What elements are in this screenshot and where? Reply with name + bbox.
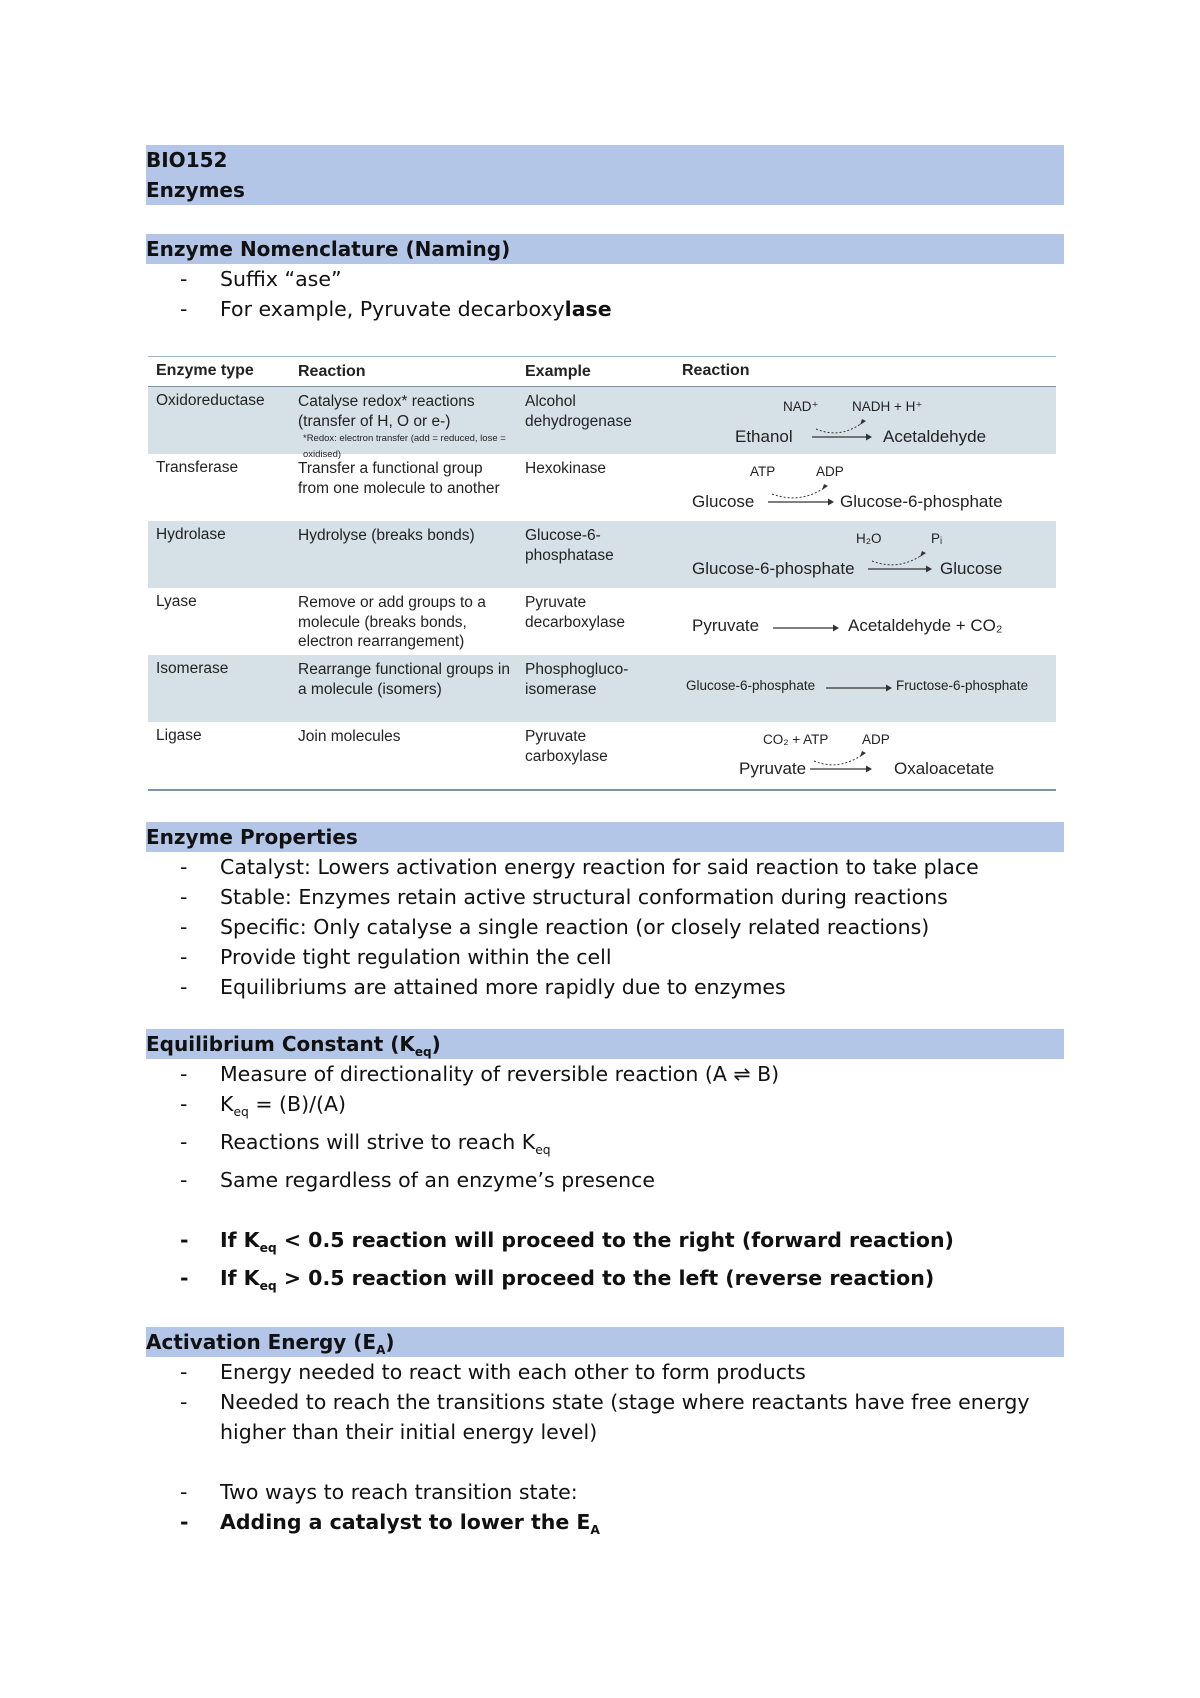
cofactor-in: ATP — [750, 464, 776, 479]
cofactor-in: H₂O — [856, 531, 882, 546]
ea-transition-state: Needed to reach the transitions state (stage where reactants have free energy higher than their initial energy level) — [220, 1390, 1030, 1444]
heading-text: Equilibrium Constant (K — [146, 1032, 415, 1056]
cofactor-out: Pᵢ — [931, 531, 943, 546]
column-header: Enzyme type — [156, 362, 254, 379]
activation-list — [180, 1357, 1070, 1545]
product: Acetaldehyde + CO₂ — [848, 616, 1003, 635]
document-title: Enzymes — [146, 178, 245, 202]
list-item: - Energy needed to react with each other to form products — [180, 1360, 806, 1384]
substrate: Pyruvate — [739, 759, 807, 778]
enzyme-type: Oxidoreductase — [156, 392, 265, 409]
keq-reverse-rule: > 0.5 reaction will proceed to the left (reverse reaction) — [276, 1266, 935, 1291]
substrate: Pyruvate — [692, 616, 760, 635]
example-enzyme: Hexokinase — [525, 460, 606, 477]
nomenclature-list — [180, 264, 1070, 324]
nomenclature-heading: Enzyme Nomenclature (Naming) — [146, 234, 1064, 264]
list-spacer — [180, 1447, 1070, 1477]
reaction-desc: Hydrolyse (breaks bonds) — [298, 527, 475, 544]
list-item: - For example, Pyruvate decarboxylase — [180, 297, 612, 321]
property-specific: Specific: Only catalyse a single reaction (or closely related reactions) — [220, 915, 930, 939]
example-text: For example, Pyruvate decarboxy — [220, 297, 565, 321]
list-item: - If $K_{eq} > 0.5$ reaction will proceed to the left (reverse reaction) — [180, 1266, 935, 1294]
reaction-arrow — [866, 549, 932, 575]
title-bar — [146, 145, 1064, 205]
example-suffix: lase — [564, 297, 612, 321]
enzyme-type: Hydrolase — [156, 526, 226, 543]
properties-heading: Enzyme Properties — [146, 822, 1064, 852]
ea-two-ways: Two ways to reach transition state: — [220, 1480, 578, 1504]
property-catalyst: Catalyst: Lowers activation energy reaction for said reaction to take place — [220, 855, 979, 879]
reaction-arrow — [824, 683, 892, 693]
list-item: - Two ways to reach transition state: — [180, 1480, 578, 1504]
reaction-desc: Catalyse redox* reactions (transfer of H, O or e-) — [298, 393, 475, 430]
list-item: - Stable: Enzymes retain active structural conformation during reactions — [180, 885, 948, 909]
product: Oxaloacetate — [894, 759, 995, 778]
redox-footnote: *Redox: electron transfer (add = reduced, lose = oxidised) — [303, 433, 506, 460]
properties-list — [180, 852, 1070, 1002]
list-item: - Equilibriums are attained more rapidly due to enzymes — [180, 975, 786, 999]
heading-sub: eq — [414, 1045, 432, 1059]
product: Glucose — [940, 559, 1003, 578]
ea-catalyst: Adding a catalyst to lower the E — [220, 1510, 591, 1534]
reaction-desc: Remove or add groups to a molecule (breaks bonds, electron rearrangement) — [298, 594, 486, 650]
table-header — [148, 357, 1056, 387]
table-row — [148, 588, 1056, 655]
substrate: Glucose-6-phosphate — [692, 559, 855, 578]
keq-sub: eq — [259, 1279, 277, 1294]
reaction-arrow — [810, 417, 872, 443]
enzyme-type: Lyase — [156, 593, 197, 610]
enzyme-type: Isomerase — [156, 660, 229, 677]
reaction-arrow — [808, 749, 872, 775]
example-enzyme: Pyruvate carboxylase — [525, 728, 608, 765]
keq-if: If K — [220, 1228, 260, 1253]
cofactor-out: ADP — [862, 732, 890, 747]
cofactor-in: NAD⁺ — [783, 399, 819, 414]
product: Acetaldehyde — [883, 427, 987, 446]
list-item: - $K_{eq} = (B)/(A)$ — [180, 1092, 347, 1120]
list-item: - Reactions will strive to reach $K_{eq}$ — [180, 1130, 551, 1158]
table-row — [148, 387, 1056, 460]
list-item: - Suffix “ase” — [180, 267, 342, 291]
cofactor-out: NADH + H⁺ — [852, 399, 923, 414]
ea-sub: A — [590, 1523, 600, 1538]
column-header: Example — [525, 363, 591, 380]
reaction-cell — [298, 392, 513, 463]
heading-close: ) — [431, 1032, 441, 1056]
list-item: - If $K_{eq} < 0.5$ reaction will proceed to the right (forward reaction) — [180, 1228, 954, 1256]
keq-sub: eq — [535, 1143, 551, 1158]
heading-text: Activation Energy (E — [146, 1330, 377, 1354]
keq-definition: Measure of directionality of reversible reaction (A ⇌ B) — [220, 1062, 780, 1086]
activation-heading — [146, 1327, 1064, 1357]
keq-symbol: K — [220, 1092, 234, 1116]
example-enzyme: Phosphogluco-isomerase — [525, 661, 629, 698]
equilibrium-list — [180, 1059, 1070, 1301]
property-equilibrium: Equilibriums are attained more rapidly due to enzymes — [220, 975, 786, 999]
column-header: Reaction — [682, 362, 750, 379]
keq-enzyme-independent: Same regardless of an enzyme’s presence — [220, 1168, 656, 1193]
list-item: - Measure of directionality of reversible reaction (A ⇌ B) — [180, 1062, 780, 1086]
example-enzyme: Glucose-6-phosphatase — [525, 527, 614, 564]
cofactor-out: ADP — [816, 464, 844, 479]
table-row — [148, 722, 1056, 789]
property-regulation: Provide tight regulation within the cell — [220, 945, 612, 969]
substrate: Glucose-6-phosphate — [686, 678, 816, 693]
enzyme-type: Ligase — [156, 727, 202, 744]
heading-sub: A — [376, 1343, 386, 1357]
example-enzyme: Alcohol dehydrogenase — [525, 393, 632, 430]
keq-strive: Reactions will strive to reach K — [220, 1130, 536, 1155]
reaction-arrow — [771, 623, 839, 633]
enzyme-classes-table — [148, 356, 1056, 791]
equilibrium-heading — [146, 1029, 1064, 1059]
course-code: BIO152 — [146, 148, 228, 172]
enzyme-type: Transferase — [156, 459, 239, 476]
heading-close: ) — [385, 1330, 395, 1354]
list-item: - Catalyst: Lowers activation energy reaction for said reaction to take place — [180, 855, 979, 879]
list-item: - Adding a catalyst to lower the $E_A$ — [180, 1510, 600, 1538]
cofactor-in: CO₂ + ATP — [763, 732, 829, 747]
substrate: Ethanol — [735, 427, 793, 446]
column-header: Reaction — [298, 363, 366, 380]
reaction-arrow — [766, 482, 834, 508]
substrate: Glucose — [692, 492, 755, 511]
list-spacer — [180, 1195, 1070, 1225]
ea-definition: Energy needed to react with each other to form products — [220, 1360, 806, 1384]
table-row — [148, 454, 1056, 521]
list-item: - Provide tight regulation within the cell — [180, 945, 612, 969]
table-row — [148, 655, 1056, 722]
example-enzyme: Pyruvate decarboxylase — [525, 594, 625, 631]
reaction-desc: Join molecules — [298, 728, 401, 745]
keq-if: If K — [220, 1266, 260, 1291]
keq-forward-rule: < 0.5 reaction will proceed to the right (forward reaction) — [276, 1228, 954, 1253]
keq-formula: = (B)/(A) — [248, 1092, 347, 1116]
list-item: - Needed to reach the transitions state (stage where reactants have free energy higher than their initial energy level) — [180, 1390, 1030, 1444]
table-row — [148, 521, 1056, 588]
suffix-rule: Suffix “ase” — [220, 267, 342, 291]
reaction-desc: Rearrange functional groups in a molecule (isomers) — [298, 661, 510, 698]
reaction-desc: Transfer a functional group from one molecule to another — [298, 460, 500, 497]
keq-sub: eq — [233, 1105, 249, 1120]
property-stable: Stable: Enzymes retain active structural conformation during reactions — [220, 885, 948, 909]
list-item: - Specific: Only catalyse a single reaction (or closely related reactions) — [180, 915, 930, 939]
product: Glucose-6-phosphate — [840, 492, 1003, 511]
keq-sub: eq — [259, 1241, 277, 1256]
product: Fructose-6-phosphate — [896, 678, 1029, 693]
list-item: - Same regardless of an enzyme’s presence — [180, 1168, 656, 1193]
